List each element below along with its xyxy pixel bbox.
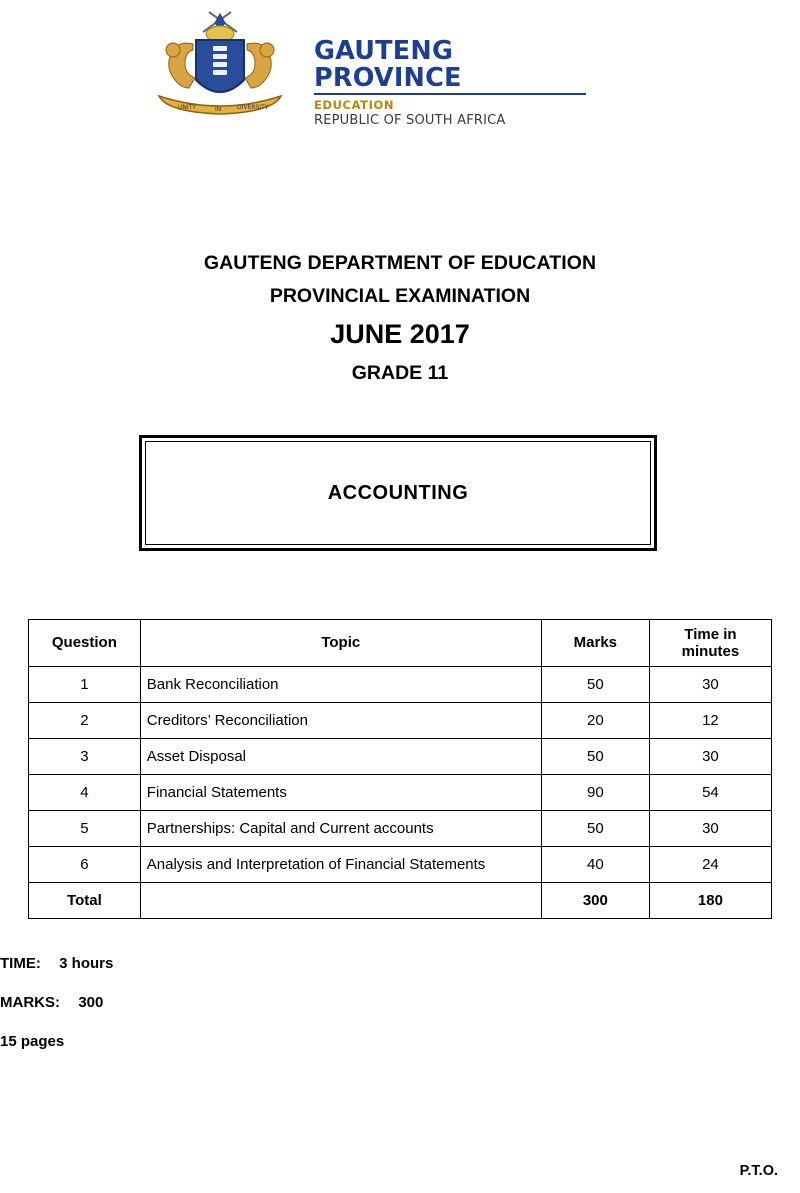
cell-topic: Financial Statements <box>140 775 541 811</box>
letterhead <box>133 8 593 140</box>
marks-value: 300 <box>78 994 104 1011</box>
table-header <box>29 620 772 667</box>
grade-heading: GRADE 11 <box>351 362 449 385</box>
table-row <box>29 667 772 703</box>
cell-time: 30 <box>649 667 771 703</box>
cell-question: 6 <box>29 847 141 883</box>
cell-marks: 40 <box>541 847 649 883</box>
table-row <box>29 811 772 847</box>
cell-total-topic <box>140 883 541 919</box>
cell-time: 24 <box>649 847 771 883</box>
svg-text:UNITY: UNITY <box>178 104 196 111</box>
cell-marks: 90 <box>541 775 649 811</box>
letterhead-text <box>314 20 593 129</box>
table-header-row <box>29 620 772 667</box>
cell-question: 5 <box>29 811 141 847</box>
cell-topic: Creditors’ Reconciliation <box>140 703 541 739</box>
page-turn-note: P.T.O. <box>739 1163 778 1179</box>
cell-question: 4 <box>29 775 141 811</box>
cell-time: 30 <box>649 811 771 847</box>
cell-time: 30 <box>649 739 771 775</box>
exam-date-heading: JUNE 2017 <box>330 319 470 350</box>
exam-info-block <box>0 955 800 1072</box>
table-row <box>29 703 772 739</box>
cell-total-time: 180 <box>649 883 771 919</box>
table-row <box>29 775 772 811</box>
cell-time: 54 <box>649 775 771 811</box>
cell-topic: Partnerships: Capital and Current accounts <box>140 811 541 847</box>
marks-line <box>0 994 800 1011</box>
pages-value: 15 pages <box>0 1033 65 1050</box>
time-label: TIME: <box>0 955 41 972</box>
gauteng-coat-of-arms-icon <box>133 10 308 138</box>
cell-topic: Bank Reconciliation <box>140 667 541 703</box>
time-line <box>0 955 800 972</box>
table-row <box>29 847 772 883</box>
cell-marks: 50 <box>541 667 649 703</box>
cell-marks: 20 <box>541 703 649 739</box>
department-heading: GAUTENG DEPARTMENT OF EDUCATION <box>203 252 597 274</box>
country-subtitle: REPUBLIC OF SOUTH AFRICA <box>314 113 506 129</box>
letterhead-divider <box>314 93 586 95</box>
province-title: GAUTENG PROVINCE <box>314 35 462 93</box>
cell-total-marks: 300 <box>541 883 649 919</box>
table-body <box>29 667 772 919</box>
cell-question: 1 <box>29 667 141 703</box>
title-block <box>0 249 800 385</box>
cell-time: 12 <box>649 703 771 739</box>
cell-marks: 50 <box>541 811 649 847</box>
subject-name: ACCOUNTING <box>327 481 469 504</box>
column-header-marks: Marks <box>541 620 649 667</box>
cell-topic: Asset Disposal <box>140 739 541 775</box>
table-row <box>29 739 772 775</box>
cell-question: 2 <box>29 703 141 739</box>
time-value: 3 hours <box>59 955 114 972</box>
column-header-time: Time in minutes <box>649 620 771 667</box>
svg-text:DIVERSITY: DIVERSITY <box>237 104 269 111</box>
marks-label: MARKS: <box>0 994 60 1011</box>
column-header-topic: Topic <box>140 620 541 667</box>
examination-heading: PROVINCIAL EXAMINATION <box>269 285 531 308</box>
pages-line <box>0 1033 800 1050</box>
column-header-question: Question <box>29 620 141 667</box>
cell-marks: 50 <box>541 739 649 775</box>
cell-question: 3 <box>29 739 141 775</box>
table-row-total <box>29 883 772 919</box>
question-summary-table <box>28 619 772 919</box>
svg-text:IN: IN <box>215 106 222 113</box>
education-subtitle: EDUCATION <box>314 98 395 113</box>
cell-topic: Analysis and Interpretation of Financial Statements <box>140 847 541 883</box>
cell-total-label: Total <box>29 883 141 919</box>
subject-box <box>139 435 657 551</box>
